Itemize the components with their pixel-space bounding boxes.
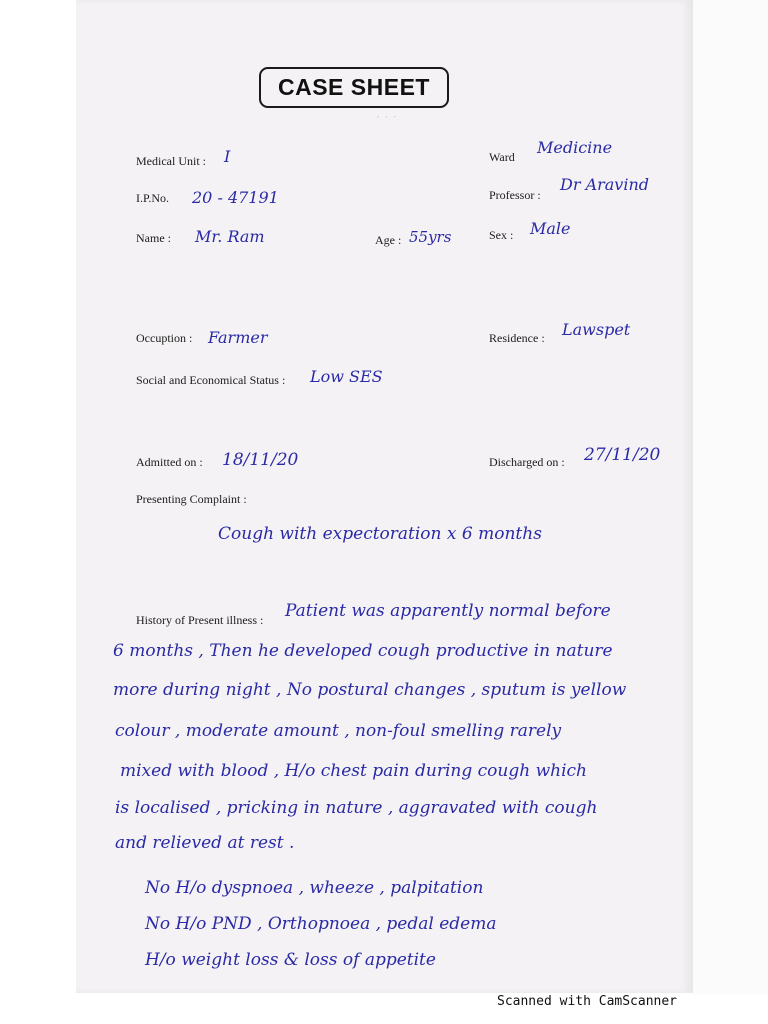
- sex-label: Sex :: [489, 228, 514, 242]
- bleed-through-text: · · ·: [376, 110, 397, 125]
- presenting-complaint-value: Cough with expectoration x 6 months: [218, 524, 542, 544]
- admitted-label: Admitted on :: [136, 455, 203, 469]
- history-line: more during night , No postural changes , sputum is yellow: [113, 680, 627, 700]
- sex-value: Male: [530, 219, 571, 238]
- ward-label: Ward: [489, 150, 515, 164]
- social-status-label: Social and Economical Status :: [136, 373, 286, 387]
- age-value: 55yrs: [409, 228, 452, 246]
- negative-history-line: No H/o PND , Orthopnoea , pedal edema: [145, 914, 497, 934]
- ip-no-label: I.P.No.: [136, 191, 170, 205]
- discharged-label: Discharged on :: [489, 455, 565, 469]
- case-sheet-title: CASE SHEET: [259, 67, 449, 108]
- scan-right-margin: [693, 0, 768, 995]
- medical-unit-value: I: [224, 147, 231, 166]
- ip-no-value: 20 - 47191: [192, 188, 279, 207]
- history-line: mixed with blood , H/o chest pain during cough which: [120, 761, 588, 781]
- history-line: colour , moderate amount , non-foul smelling rarely: [115, 721, 562, 741]
- medical-unit-label: Medical Unit :: [136, 154, 206, 168]
- admitted-value: 18/11/20: [222, 450, 299, 470]
- name-value: Mr. Ram: [195, 227, 265, 246]
- social-status-value: Low SES: [310, 367, 383, 386]
- occupation-label: Occuption :: [136, 331, 193, 345]
- residence-value: Lawspet: [562, 320, 631, 339]
- negative-history-line: H/o weight loss & loss of appetite: [145, 950, 436, 970]
- occupation-value: Farmer: [208, 328, 268, 347]
- history-line: is localised , pricking in nature , aggravated with cough: [115, 798, 598, 818]
- discharged-value: 27/11/20: [584, 445, 661, 465]
- history-line: Patient was apparently normal before: [285, 601, 611, 621]
- professor-label: Professor :: [489, 188, 541, 202]
- presenting-complaint-label: Presenting Complaint :: [136, 492, 247, 506]
- ward-value: Medicine: [537, 138, 613, 157]
- residence-label: Residence :: [489, 331, 545, 345]
- history-line: and relieved at rest .: [115, 833, 295, 853]
- scan-left-margin: [0, 0, 76, 995]
- history-label: History of Present illness :: [136, 613, 264, 627]
- camscanner-watermark: Scanned with CamScanner: [497, 994, 678, 1009]
- history-line: 6 months , Then he developed cough productive in nature: [113, 641, 613, 661]
- name-label: Name :: [136, 231, 171, 245]
- negative-history-line: No H/o dyspnoea , wheeze , palpitation: [145, 878, 484, 898]
- professor-value: Dr Aravind: [560, 175, 650, 194]
- age-label: Age :: [375, 233, 402, 247]
